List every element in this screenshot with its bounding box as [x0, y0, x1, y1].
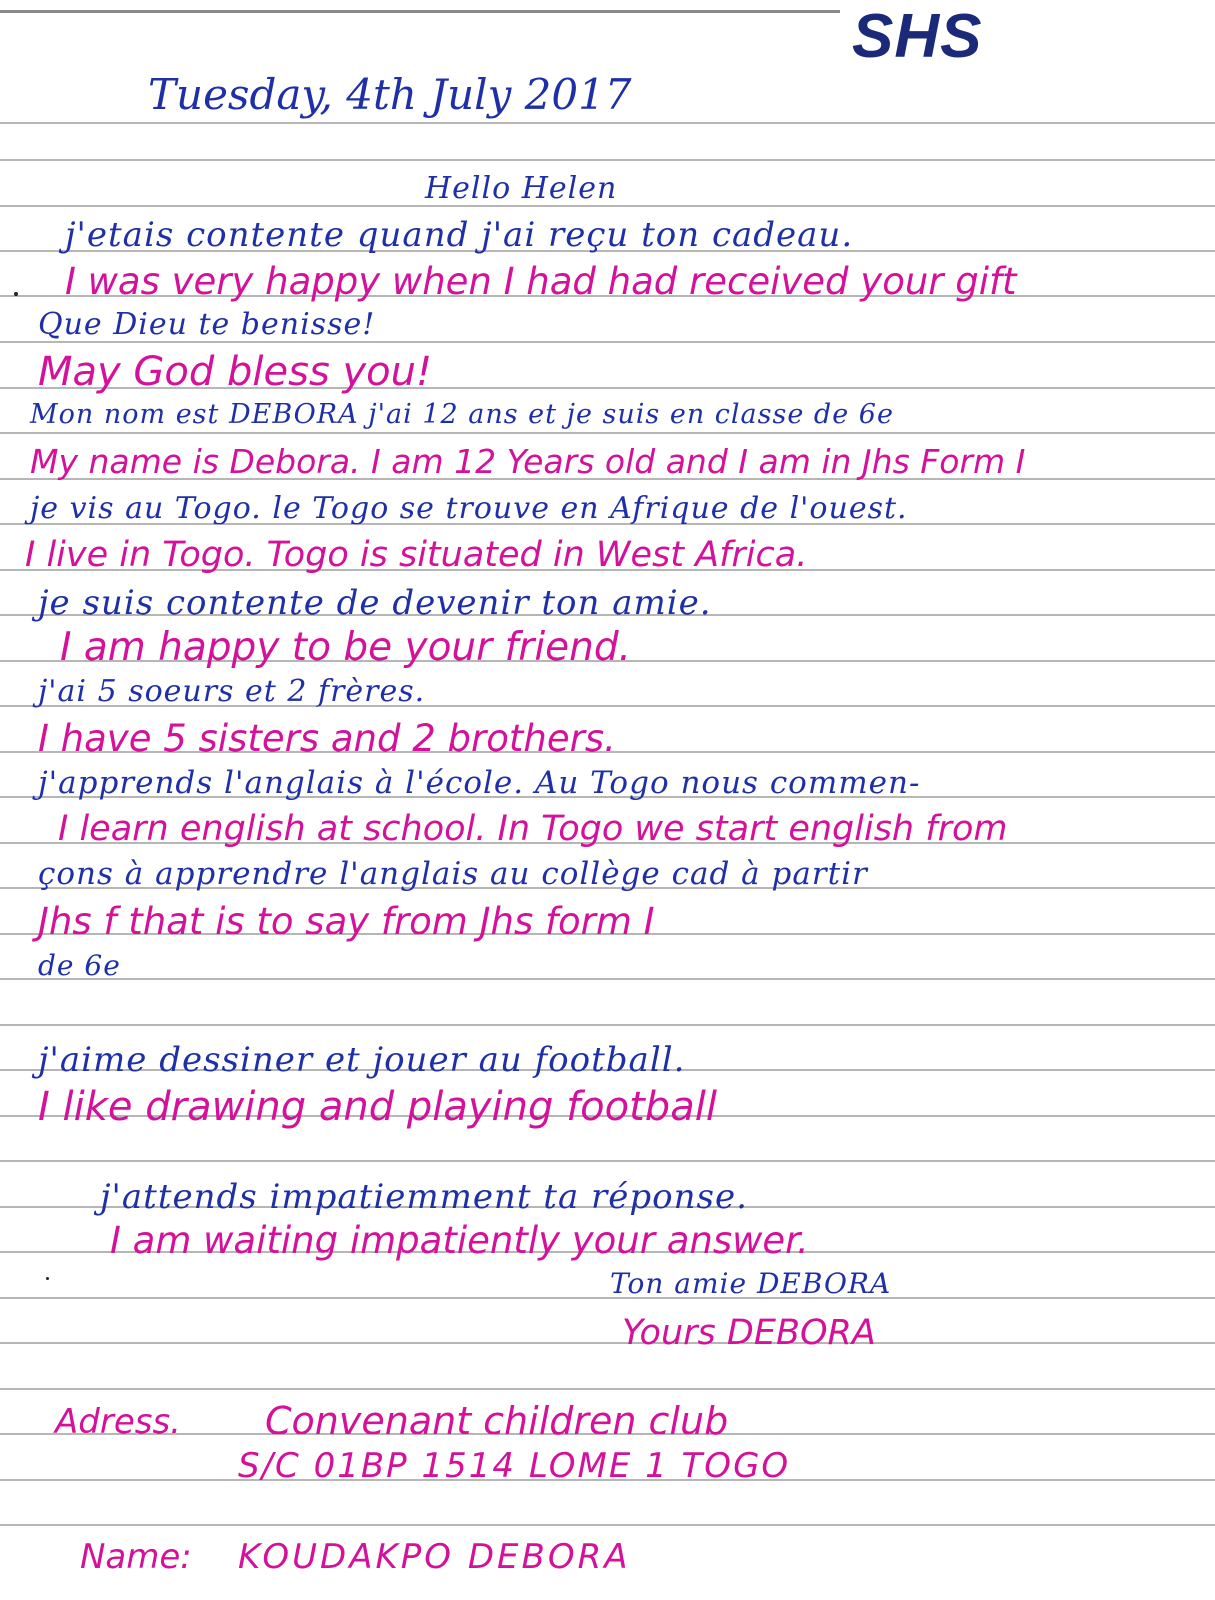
line-5-fr: je suis contente de devenir ton amie.	[38, 583, 712, 623]
line-2-en: May God bless you!	[38, 349, 433, 395]
name-label: Name:	[80, 1537, 192, 1577]
line-3-fr: Mon nom est DEBORA j'ai 12 ans et je suis en classe de 6e	[30, 399, 894, 430]
closing-en: Yours DEBORA	[622, 1313, 876, 1353]
line-11-fr: j'attends impatiemment ta réponse.	[100, 1177, 748, 1217]
line-3-en: My name is Debora. I am 12 Years old and I am in Jhs Form I	[30, 442, 1026, 481]
line-2-fr: Que Dieu te benisse!	[38, 307, 376, 342]
shs-logo: SHS	[852, 2, 983, 71]
header-rule	[0, 10, 840, 13]
line-4-fr: je vis au Togo. le Togo se trouve en Afrique de l'ouest.	[30, 491, 908, 526]
closing-fr: Ton amie DEBORA	[610, 1267, 892, 1300]
line-1-fr: j'etais contente quand j'ai reçu ton cadeau.	[65, 215, 854, 255]
name-value: KOUDAKPO DEBORA	[238, 1537, 631, 1577]
line-6-en: I have 5 sisters and 2 brothers.	[38, 717, 616, 760]
line-10-en: I like drawing and playing football	[38, 1084, 717, 1130]
letter-date: Tuesday, 4th July 2017	[148, 70, 632, 119]
line-1-en: I was very happy when I had had received your gift	[65, 260, 1017, 303]
line-7-en: I learn english at school. In Togo we start english from	[58, 809, 1008, 849]
ink-dot-small	[46, 1277, 49, 1280]
line-8-en: Jhs f that is to say from Jhs form I	[38, 900, 655, 943]
address-line-2: S/C 01BP 1514 LOME 1 TOGO	[238, 1446, 791, 1486]
line-11-en: I am waiting impatiently your answer.	[110, 1219, 809, 1262]
line-4-en: I live in Togo. Togo is situated in West Africa.	[25, 535, 808, 575]
line-9-fr: de 6e	[38, 949, 121, 982]
address-label: Adress.	[55, 1402, 181, 1442]
line-7-fr: j'apprends l'anglais à l'école. Au Togo nous commen-	[38, 765, 921, 801]
greeting: Hello Helen	[425, 171, 618, 206]
line-8-fr: çons à apprendre l'anglais au collège cad à partir	[38, 856, 868, 892]
ink-dot	[14, 292, 18, 296]
address-line-1: Convenant children club	[265, 1399, 729, 1443]
line-10-fr: j'aime dessiner et jouer au football.	[38, 1040, 686, 1080]
line-6-fr: j'ai 5 soeurs et 2 frères.	[38, 674, 426, 709]
line-5-en: I am happy to be your friend.	[60, 625, 632, 670]
